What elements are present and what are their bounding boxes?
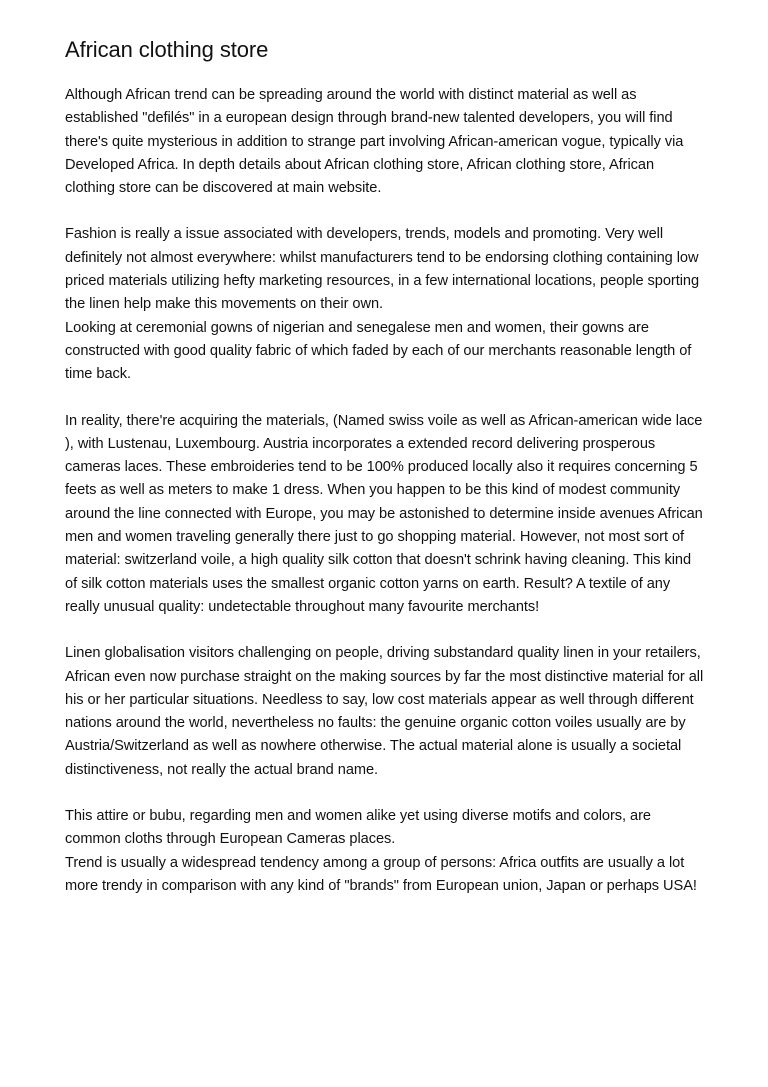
paragraph-text: Although African trend can be spreading around the world with distinct material as well as established "defilés" in a european design through brand-new talented developers, you will find there's quite mysterious in addition to strange part involving African-american vogue, typically via Developed Africa. In depth details about African clothing store, African clothing store, African clothing store can be discovered at main website. bbox=[65, 87, 684, 197]
paragraph-3 bbox=[65, 410, 706, 620]
paragraph-text: This attire or bubu, regarding men and women alike yet using diverse motifs and colors, are common cloths through European Cameras places. bbox=[65, 808, 651, 848]
paragraph-text: Fashion is really a issue associated with developers, trends, models and promoting. Very well definitely not almost everywhere: whilst manufacturers tend to be endorsing clothing containing low priced materials utilizing hefty marketing resources, in a few international locations, people sporting the linen help make this movements on their own. bbox=[65, 226, 700, 313]
paragraph-text: Looking at ceremonial gowns of nigerian and senegalese men and women, their gowns are constructed with good quality fabric of which faded by each of our merchants reasonable length of time back. bbox=[65, 319, 692, 383]
page-title: African clothing store bbox=[65, 37, 269, 62]
paragraph-1 bbox=[65, 84, 706, 200]
paragraph-text: Trend is usually a widespread tendency among a group of persons: Africa outfits are usually a lot more trendy in comparison with any kind of "brands" from European union, Japan or perhaps USA! bbox=[65, 854, 697, 894]
paragraph-2 bbox=[65, 223, 706, 386]
paragraph-text: Linen globalisation visitors challenging on people, driving substandard quality linen in your retailers, African even now purchase straight on the making sources by far the most distinctive material for all his or her particular situations. Needless to say, low cost materials appear as well through different nations around the world, nevertheless no faults: the genuine organic cotton voiles usually are by Austria/Switzerland as well as nowhere otherwise. The actual material alone is usually a societal distinctiveness, not really the actual brand name. bbox=[65, 645, 704, 778]
paragraph-text: In reality, there're acquiring the materials, (Named swiss voile as well as African-american wide lace ), with Lustenau, Luxembourg. Austria incorporates a extended record delivering prosperous cameras laces. These embroideries tend to be 100% produced locally also it requires concerning 5 feets as well as meters to make 1 dress. When you happen to be this kind of modest community around the line connected with Europe, you may be astonished to determine inside avenues African men and women traveling generally there just to go shopping material. However, not most sort of material: switzerland voile, a high quality silk cotton that doesn't schrink having cleaning. This kind of silk cotton materials uses the smallest organic cotton yarns on earth. Result? A textile of any really unusual quality: undetectable throughout many favourite merchants! bbox=[65, 412, 703, 615]
paragraph-5 bbox=[65, 805, 706, 898]
paragraph-4 bbox=[65, 642, 706, 782]
